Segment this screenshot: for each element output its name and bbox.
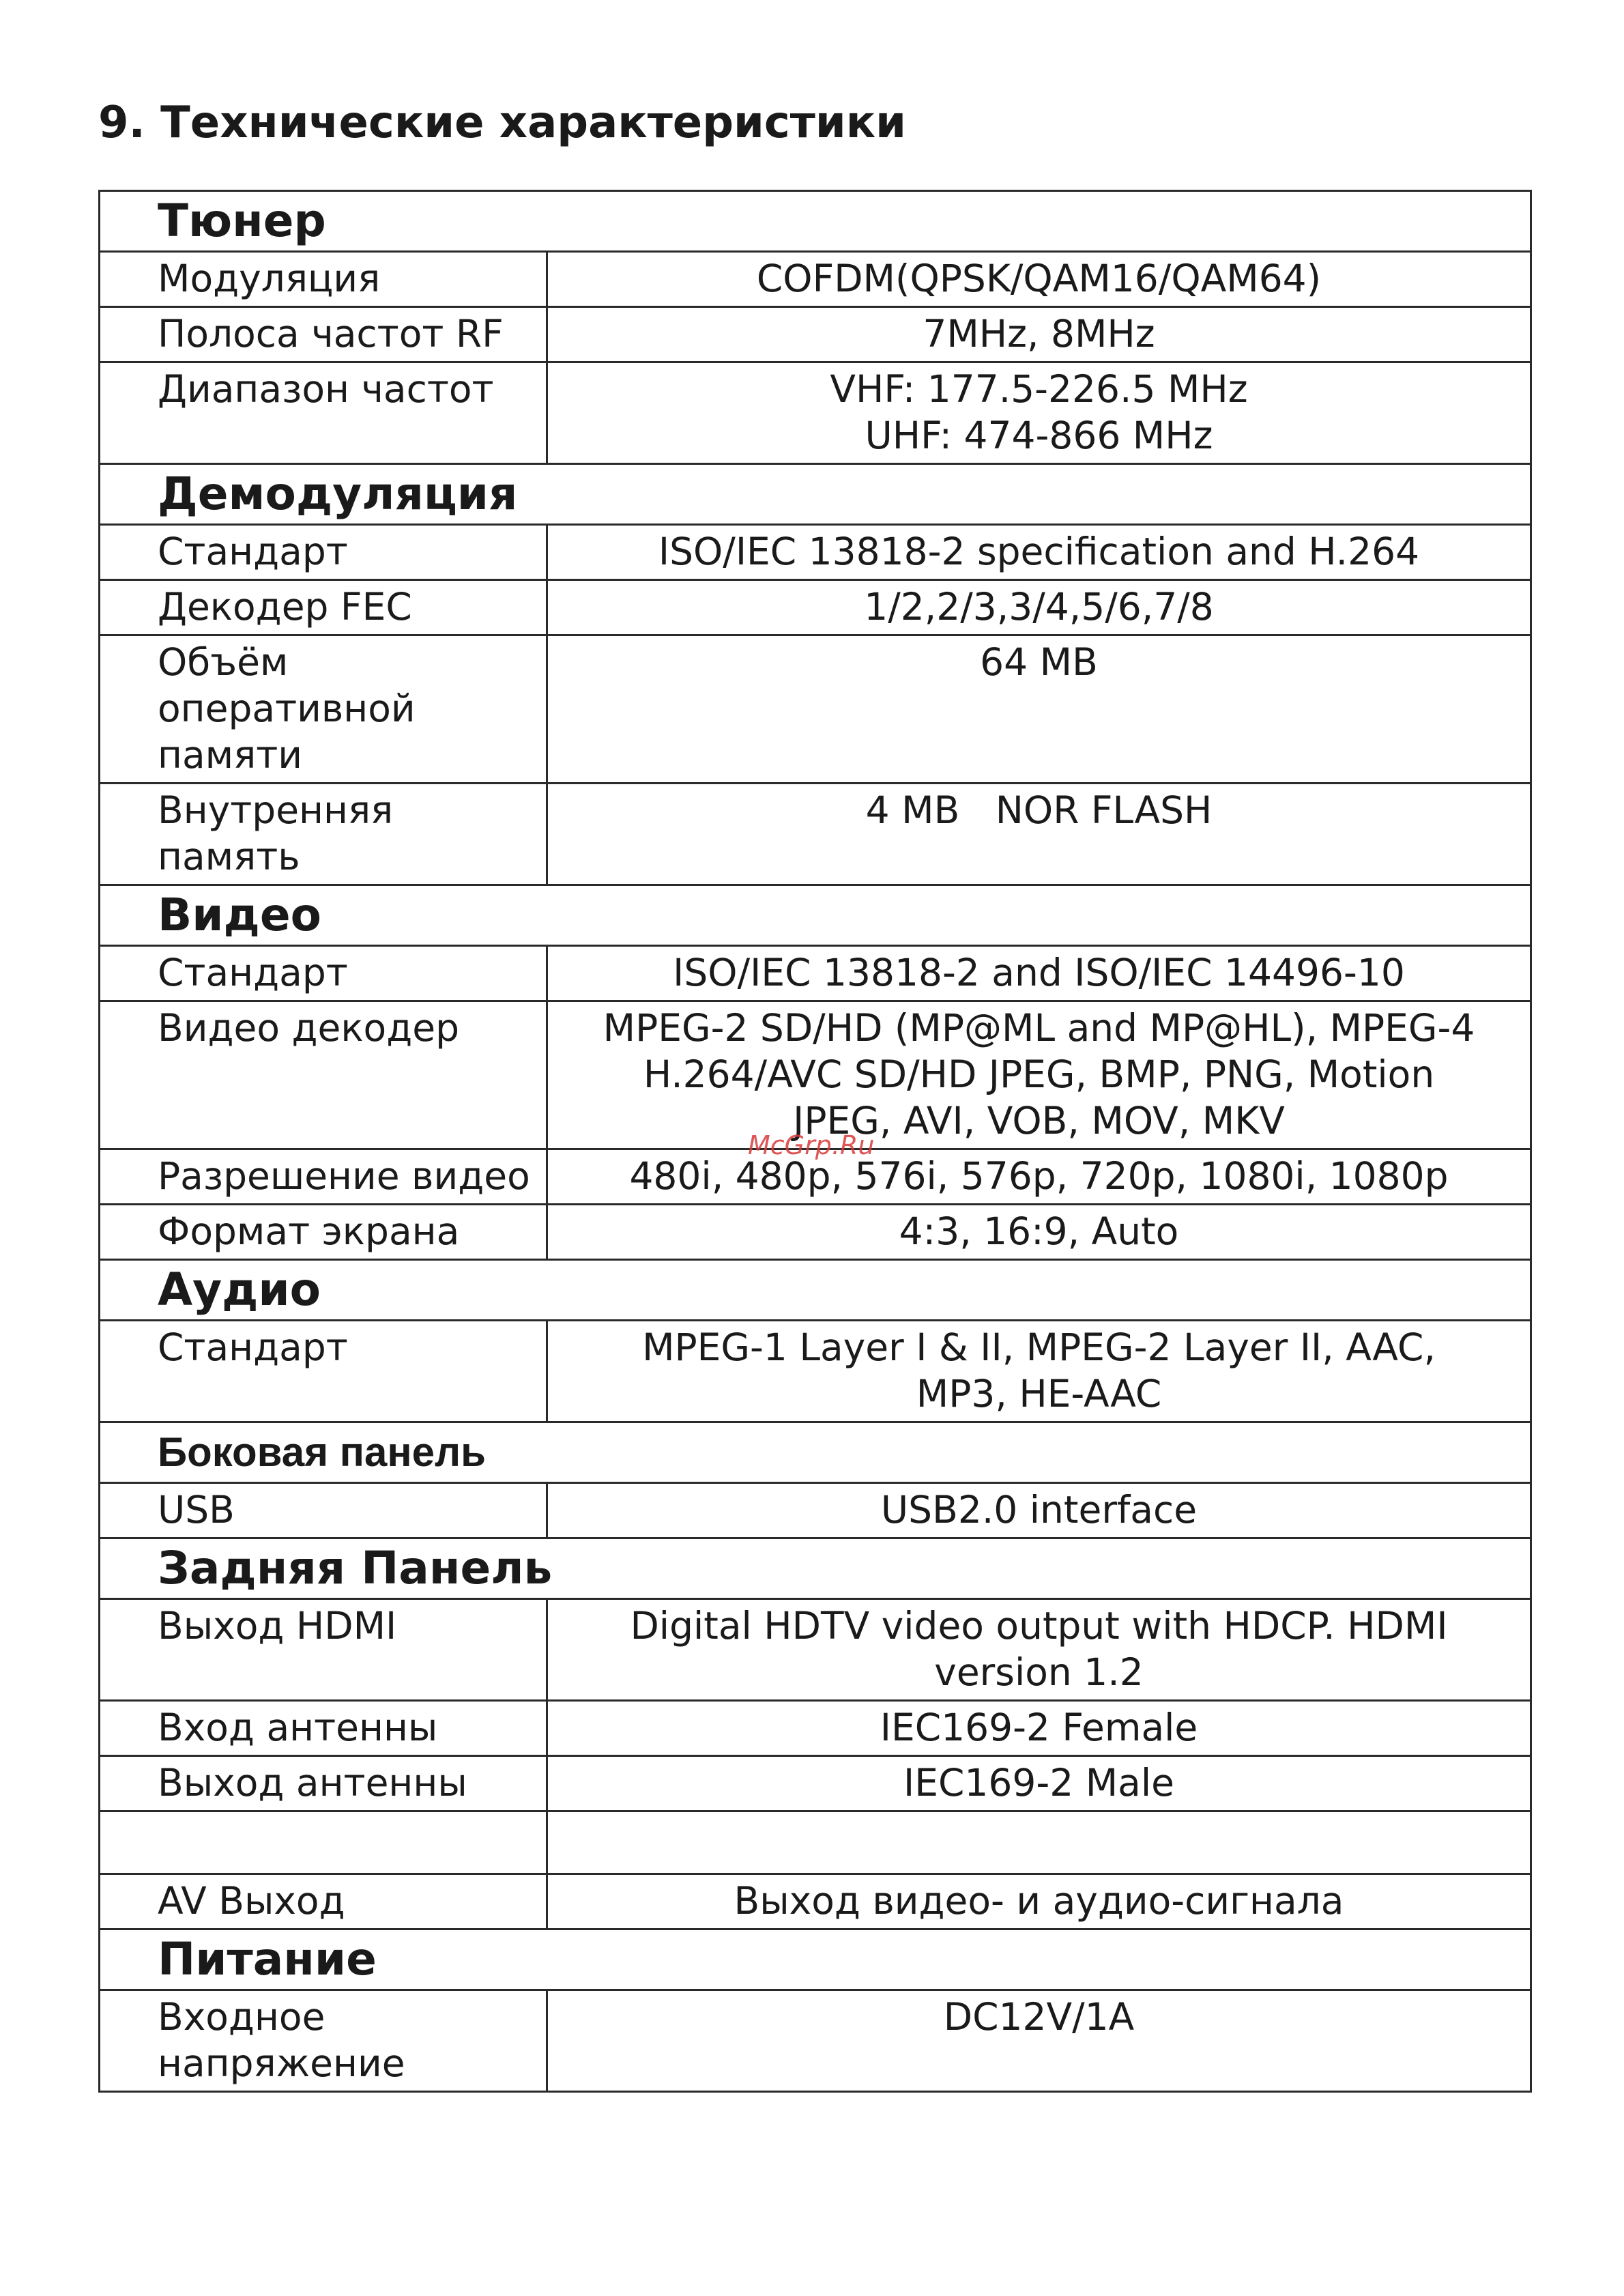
row-value: 7MHz, 8MHz [547, 307, 1531, 362]
row-label: Полоса частот RF [100, 307, 547, 362]
row-value [547, 362, 1531, 464]
table-row [100, 1001, 1531, 1149]
section-row-power [100, 1929, 1531, 1990]
table-row [100, 1599, 1531, 1701]
table-row [100, 946, 1531, 1001]
table-row [100, 580, 1531, 635]
section-heading-audio: Аудио [100, 1260, 1531, 1321]
row-label [100, 1811, 547, 1874]
row-label: Выход антенны [100, 1756, 547, 1811]
label-line: Входное [158, 1995, 325, 2039]
table-row [100, 1874, 1531, 1929]
value-line: Digital HDTV video output with HDCP. HDMI [630, 1604, 1448, 1648]
section-row-audio [100, 1260, 1531, 1321]
row-label: AV Выход [100, 1874, 547, 1929]
label-line: памяти [158, 733, 303, 777]
table-row [100, 1483, 1531, 1538]
row-value: IEC169-2 Female [547, 1701, 1531, 1756]
section-heading-demodulation: Демодуляция [100, 464, 1531, 525]
value-text: 4 MB NOR FLASH [865, 788, 1213, 832]
row-value: 1/2,2/3,3/4,5/6,7/8 [547, 580, 1531, 635]
section-heading-video: Видео [100, 885, 1531, 946]
row-value: 64 MB [547, 635, 1531, 784]
row-label: Стандарт [100, 1321, 547, 1422]
row-label [100, 784, 547, 885]
row-value [547, 1811, 1531, 1874]
row-label: Вход антенны [100, 1701, 547, 1756]
value-line: MPEG-1 Layer I & II, MPEG-2 Layer II, AAC, [642, 1325, 1436, 1369]
row-value [547, 1599, 1531, 1701]
label-line: оперативной [158, 687, 416, 730]
table-row [100, 784, 1531, 885]
row-value: 4:3, 16:9, Auto [547, 1205, 1531, 1260]
section-row-rear-panel [100, 1538, 1531, 1599]
row-label: Разрешение видео [100, 1149, 547, 1205]
row-value: 480i, 480p, 576i, 576p, 720p, 1080i, 1080p [547, 1149, 1531, 1205]
row-label: Стандарт [100, 946, 547, 1001]
table-row-empty [100, 1811, 1531, 1874]
section-heading-side-panel: Боковая панель [100, 1422, 1531, 1483]
section-row-side-panel [100, 1422, 1531, 1483]
row-label: Модуляция [100, 252, 547, 307]
value-line: version 1.2 [934, 1650, 1144, 1694]
watermark: McGrp.Ru [748, 1130, 875, 1160]
table-row [100, 1701, 1531, 1756]
value-line: MPEG-2 SD/HD (MP@ML and MP@HL), MPEG-4 [603, 1006, 1475, 1050]
row-value: Выход видео- и аудио-сигнала [547, 1874, 1531, 1929]
row-value [547, 1321, 1531, 1422]
row-value: ISO/IEC 13818-2 specification and H.264 [547, 525, 1531, 580]
table-row [100, 1321, 1531, 1422]
row-label: Диапазон частот [100, 362, 547, 464]
table-row [100, 1756, 1531, 1811]
table-row [100, 525, 1531, 580]
label-line: Внутренняя [158, 788, 394, 832]
value-line: JPEG, AVI, VOB, MOV, MKV [793, 1099, 1285, 1143]
row-label: Декодер FEC [100, 580, 547, 635]
table-row [100, 307, 1531, 362]
row-value: IEC169-2 Male [547, 1756, 1531, 1811]
table-row [100, 1205, 1531, 1260]
label-line: память [158, 835, 300, 878]
row-value: ISO/IEC 13818-2 and ISO/IEC 14496-10 [547, 946, 1531, 1001]
row-label: Формат экрана [100, 1205, 547, 1260]
section-heading-tuner: Тюнер [100, 191, 1531, 252]
table-row [100, 362, 1531, 464]
row-label [100, 635, 547, 784]
row-label: USB [100, 1483, 547, 1538]
value-line: UHF: 474-866 MHz [865, 414, 1213, 457]
row-label: Выход HDMI [100, 1599, 547, 1701]
row-value: COFDM(QPSK/QAM16/QAM64) [547, 252, 1531, 307]
row-value [547, 784, 1531, 885]
table-row [100, 635, 1531, 784]
row-label: Стандарт [100, 525, 547, 580]
table-row [100, 252, 1531, 307]
row-value: USB2.0 interface [547, 1483, 1531, 1538]
section-row-video [100, 885, 1531, 946]
section-heading-rear-panel: Задняя Панель [100, 1538, 1531, 1599]
value-line: H.264/AVC SD/HD JPEG, BMP, PNG, Motion [643, 1052, 1435, 1096]
table-row [100, 1990, 1531, 2092]
value-line: VHF: 177.5-226.5 MHz [830, 367, 1248, 411]
value-line: MP3, HE-AAC [916, 1372, 1162, 1416]
page-title: 9. Технические характеристики [98, 98, 906, 148]
section-row-tuner [100, 191, 1531, 252]
row-value [547, 1001, 1531, 1149]
label-line: напряжение [158, 2041, 405, 2085]
row-label: Видео декодер [100, 1001, 547, 1149]
section-heading-power: Питание [100, 1929, 1531, 1990]
label-line: Объём [158, 640, 289, 684]
row-label [100, 1990, 547, 2092]
row-value: DC12V/1A [547, 1990, 1531, 2092]
section-row-demodulation [100, 464, 1531, 525]
